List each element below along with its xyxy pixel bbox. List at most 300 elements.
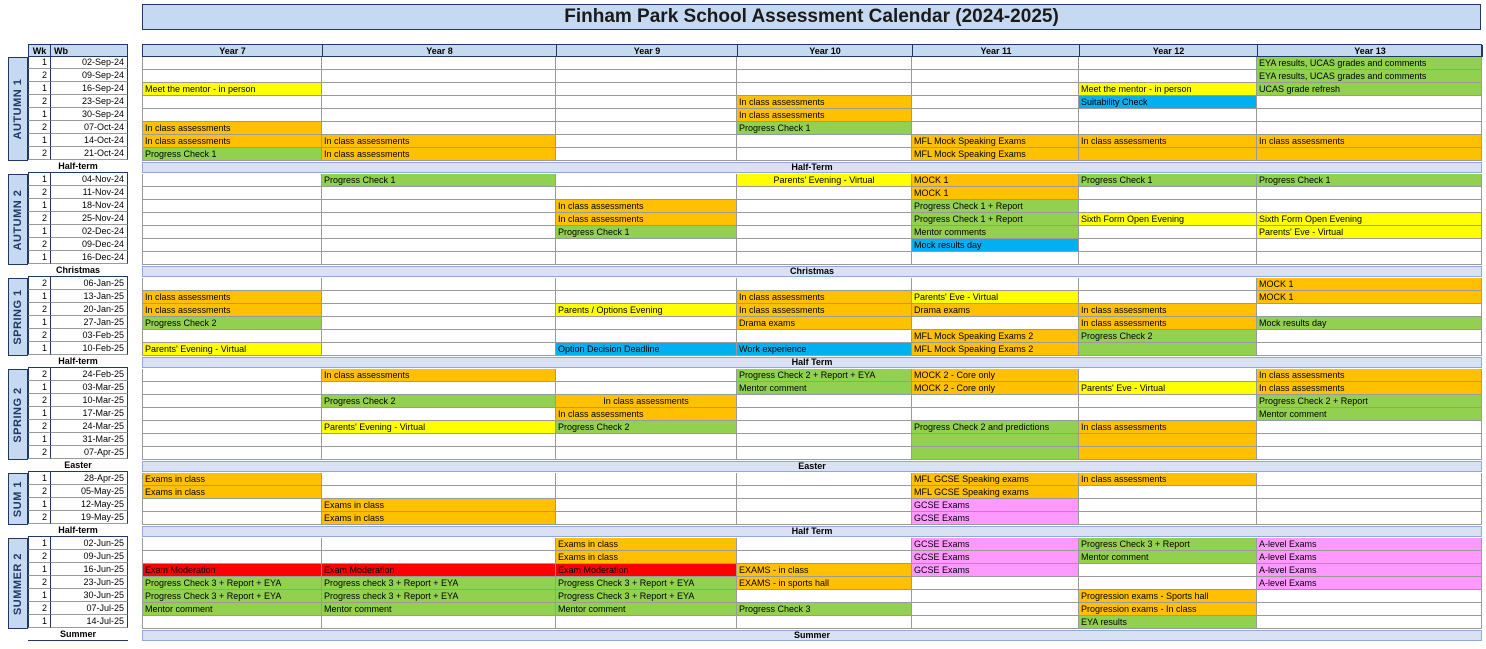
calendar-cell: Mentor comment: [322, 603, 556, 616]
calendar-cell: [322, 213, 556, 226]
week-number: 1: [28, 251, 51, 264]
calendar-cell: [142, 57, 322, 70]
calendar-cell: [322, 343, 556, 356]
year-header-6: Year 12: [1080, 45, 1258, 57]
week-beginning: 21-Oct-24: [51, 147, 128, 160]
week-number: 1: [28, 563, 51, 576]
week-number: 1: [28, 537, 51, 550]
calendar-cell: Progress Check 2 + Report: [1257, 395, 1482, 408]
calendar-cell: [1079, 447, 1257, 460]
calendar-cell: Parents' Eve - Virtual: [912, 291, 1079, 304]
calendar-cell: [1257, 187, 1482, 200]
calendar-cell: In class assessments: [556, 200, 737, 213]
week-beginning: 28-Apr-25: [51, 472, 128, 485]
calendar-cell: [556, 291, 737, 304]
week-beginning: 16-Jun-25: [51, 563, 128, 576]
calendar-row: [142, 226, 1482, 239]
calendar-cell: Progress Check 2: [556, 421, 737, 434]
calendar-cell: [322, 486, 556, 499]
calendar-cell: Progress Check 1: [142, 148, 322, 161]
calendar-cell: [737, 395, 912, 408]
calendar-cell: [1257, 421, 1482, 434]
calendar-cell: Parents / Options Evening: [556, 304, 737, 317]
calendar-cell: [556, 135, 737, 148]
week-number: 1: [28, 472, 51, 485]
calendar-cell: [1079, 395, 1257, 408]
calendar-cell: In class assessments: [142, 291, 322, 304]
week-number: 2: [28, 147, 51, 160]
calendar-cell: MOCK 1: [912, 174, 1079, 187]
calendar-cell: EYA results, UCAS grades and comments: [1257, 57, 1482, 70]
calendar-cell: [322, 200, 556, 213]
break-label: Christmas: [142, 266, 1482, 277]
calendar-cell: Parents' Eve - Virtual: [1079, 382, 1257, 395]
break-label: Summer: [142, 630, 1482, 641]
term-label: [8, 473, 28, 525]
break-row: [142, 460, 1482, 473]
calendar-cell: [1257, 109, 1482, 122]
calendar-cell: [1079, 343, 1257, 356]
calendar-cell: [912, 83, 1079, 96]
break-row-left: [8, 459, 128, 472]
calendar-cell: [556, 187, 737, 200]
calendar-cell: [556, 447, 737, 460]
break-row-left: [8, 355, 128, 368]
week-beginning: 23-Sep-24: [51, 95, 128, 108]
break-row: [142, 161, 1482, 174]
week-number: 2: [28, 576, 51, 589]
week-number: 1: [28, 134, 51, 147]
calendar-row: [142, 564, 1482, 577]
calendar-cell: [1079, 226, 1257, 239]
calendar-cell: Progress Check 3: [737, 603, 912, 616]
week-number: 1: [28, 82, 51, 95]
calendar-row: [142, 343, 1482, 356]
calendar-cell: [912, 577, 1079, 590]
calendar-cell: GCSE Exams: [912, 551, 1079, 564]
week-beginning: 03-Mar-25: [51, 381, 128, 394]
week-number: 2: [28, 511, 51, 524]
calendar-cell: In class assessments: [1257, 369, 1482, 382]
calendar-cell: Sixth Form Open Evening: [1079, 213, 1257, 226]
calendar-cell: MOCK 1: [912, 187, 1079, 200]
calendar-cell: [1079, 252, 1257, 265]
calendar-cell: [912, 603, 1079, 616]
calendar-cell: Exams in class: [142, 486, 322, 499]
calendar-cell: [737, 486, 912, 499]
week-beginning: 10-Mar-25: [51, 394, 128, 407]
calendar-cell: In class assessments: [556, 408, 737, 421]
calendar-cell: [1257, 330, 1482, 343]
week-number: 2: [28, 303, 51, 316]
week-beginning: 06-Jan-25: [51, 277, 128, 290]
calendar-cell: GCSE Exams: [912, 538, 1079, 551]
calendar-row: [142, 135, 1482, 148]
week-number: 1: [28, 56, 51, 69]
calendar-row: [142, 291, 1482, 304]
calendar-cell: Progress Check 2 + Report + EYA: [737, 369, 912, 382]
calendar-cell: [737, 148, 912, 161]
week-beginning: 18-Nov-24: [51, 199, 128, 212]
calendar-grid: [142, 44, 1482, 642]
week-number: 2: [28, 121, 51, 134]
break-row: [142, 265, 1482, 278]
calendar-cell: [1079, 122, 1257, 135]
calendar-cell: [322, 551, 556, 564]
calendar-cell: [912, 122, 1079, 135]
week-beginning: 24-Mar-25: [51, 420, 128, 433]
calendar-cell: In class assessments: [556, 213, 737, 226]
calendar-cell: Exam Moderation: [556, 564, 737, 577]
calendar-cell: Progress check 3 + Report + EYA: [322, 577, 556, 590]
term-label: [8, 174, 28, 265]
term-label-text: SPRING 2: [12, 386, 24, 443]
calendar-cell: [322, 473, 556, 486]
week-beginning: 25-Nov-24: [51, 212, 128, 225]
calendar-cell: MFL Mock Speaking Exams: [912, 135, 1079, 148]
calendar-row: [142, 239, 1482, 252]
calendar-cell: A-level Exams: [1257, 577, 1482, 590]
calendar-cell: Mentor comment: [556, 603, 737, 616]
calendar-cell: [322, 278, 556, 291]
break-label: Half Term: [142, 526, 1482, 537]
calendar-row: [142, 57, 1482, 70]
calendar-cell: Progress Check 3 + Report + EYA: [556, 577, 737, 590]
calendar-cell: [142, 434, 322, 447]
week-number: 2: [28, 420, 51, 433]
calendar-cell: [737, 473, 912, 486]
calendar-cell: Work experience: [737, 343, 912, 356]
calendar-cell: [737, 447, 912, 460]
term-label: [8, 538, 28, 629]
calendar-cell: [142, 96, 322, 109]
calendar-cell: [1257, 447, 1482, 460]
break-label-left: Half-term: [28, 355, 128, 368]
calendar-cell: [737, 330, 912, 343]
break-label: Easter: [142, 461, 1482, 472]
week-number: 1: [28, 615, 51, 628]
calendar-cell: [142, 109, 322, 122]
calendar-cell: Progress Check 3 + Report + EYA: [556, 590, 737, 603]
calendar-cell: [142, 187, 322, 200]
calendar-cell: [1079, 187, 1257, 200]
calendar-cell: A-level Exams: [1257, 538, 1482, 551]
calendar-cell: [1079, 291, 1257, 304]
calendar-cell: [322, 304, 556, 317]
break-row: [142, 525, 1482, 538]
year-header-row: [142, 44, 1482, 57]
calendar-row: [142, 109, 1482, 122]
calendar-cell: [142, 226, 322, 239]
calendar-row: [142, 278, 1482, 291]
calendar-cell: Mock results day: [912, 239, 1079, 252]
calendar-cell: [912, 252, 1079, 265]
week-number: 2: [28, 186, 51, 199]
calendar-cell: [1257, 239, 1482, 252]
calendar-cell: Exam Moderation: [142, 564, 322, 577]
week-number: 2: [28, 602, 51, 615]
calendar-cell: [912, 57, 1079, 70]
year-header-3: Year 9: [557, 45, 738, 57]
calendar-cell: Mentor comment: [737, 382, 912, 395]
calendar-cell: In class assessments: [737, 304, 912, 317]
calendar-cell: [556, 512, 737, 525]
calendar-cell: [142, 239, 322, 252]
calendar-cell: EYA results, UCAS grades and comments: [1257, 70, 1482, 83]
calendar-cell: Exams in class: [322, 512, 556, 525]
calendar-cell: [1079, 57, 1257, 70]
calendar-cell: Progress Check 1: [556, 226, 737, 239]
calendar-cell: [1257, 200, 1482, 213]
week-number: 2: [28, 69, 51, 82]
calendar-cell: [556, 369, 737, 382]
calendar-cell: UCAS grade refresh: [1257, 83, 1482, 96]
week-beginning: 12-May-25: [51, 498, 128, 511]
term-label-text: SUMMER 2: [12, 552, 24, 615]
calendar-cell: [1257, 434, 1482, 447]
calendar-cell: Drama exams: [912, 304, 1079, 317]
calendar-cell: In class assessments: [142, 122, 322, 135]
calendar-cell: [912, 317, 1079, 330]
calendar-cell: Meet the mentor - in person: [142, 83, 322, 96]
week-number: 2: [28, 238, 51, 251]
break-row-left: [8, 160, 128, 173]
calendar-cell: In class assessments: [1257, 382, 1482, 395]
calendar-cell: [737, 83, 912, 96]
calendar-cell: [912, 70, 1079, 83]
calendar-cell: [912, 408, 1079, 421]
calendar-cell: Progress Check 1 + Report: [912, 200, 1079, 213]
calendar-cell: [322, 226, 556, 239]
calendar-cell: [556, 616, 737, 629]
calendar-cell: Sixth Form Open Evening: [1257, 213, 1482, 226]
year-header-5: Year 11: [913, 45, 1080, 57]
calendar-cell: [1079, 564, 1257, 577]
calendar-cell: MFL GCSE Speaking exams: [912, 486, 1079, 499]
calendar-cell: [556, 70, 737, 83]
week-number: 1: [28, 342, 51, 355]
calendar-cell: [322, 616, 556, 629]
calendar-cell: [556, 330, 737, 343]
calendar-cell: Mentor comment: [1079, 551, 1257, 564]
calendar-cell: [1079, 239, 1257, 252]
calendar-cell: In class assessments: [142, 135, 322, 148]
calendar-cell: [1257, 304, 1482, 317]
week-beginning: 10-Feb-25: [51, 342, 128, 355]
calendar-cell: [322, 330, 556, 343]
calendar-cell: MOCK 2 - Core only: [912, 382, 1079, 395]
calendar-cell: [737, 590, 912, 603]
calendar-row: [142, 96, 1482, 109]
calendar-cell: GCSE Exams: [912, 499, 1079, 512]
calendar-cell: Progress Check 1: [1079, 174, 1257, 187]
calendar-row: [142, 382, 1482, 395]
calendar-cell: GCSE Exams: [912, 512, 1079, 525]
week-beginning: 14-Oct-24: [51, 134, 128, 147]
calendar-cell: [556, 109, 737, 122]
calendar-row: [142, 499, 1482, 512]
calendar-cell: [556, 499, 737, 512]
calendar-cell: [556, 317, 737, 330]
calendar-row: [142, 447, 1482, 460]
calendar-cell: Progress Check 2 and predictions: [912, 421, 1079, 434]
calendar-cell: In class assessments: [322, 369, 556, 382]
calendar-row: [142, 486, 1482, 499]
week-beginning: 02-Jun-25: [51, 537, 128, 550]
calendar-cell: [142, 512, 322, 525]
calendar-cell: MOCK 1: [1257, 291, 1482, 304]
break-label-left: Half-term: [28, 524, 128, 537]
week-beginning: 07-Oct-24: [51, 121, 128, 134]
calendar-cell: [322, 122, 556, 135]
calendar-cell: Exams in class: [556, 538, 737, 551]
year-header-7: Year 13: [1258, 45, 1483, 57]
calendar-cell: [322, 70, 556, 83]
break-label-left: Christmas: [28, 264, 128, 277]
week-number: 1: [28, 381, 51, 394]
calendar-body: [142, 57, 1482, 642]
calendar-cell: [322, 239, 556, 252]
calendar-cell: MFL Mock Speaking Exams 2: [912, 343, 1079, 356]
calendar-cell: [1079, 109, 1257, 122]
calendar-cell: [1257, 148, 1482, 161]
week-beginning: 14-Jul-25: [51, 615, 128, 628]
calendar-cell: A-level Exams: [1257, 564, 1482, 577]
week-beginning: 11-Nov-24: [51, 186, 128, 199]
week-number: 2: [28, 550, 51, 563]
calendar-cell: [142, 447, 322, 460]
week-number: 2: [28, 446, 51, 459]
calendar-cell: In class assessments: [556, 395, 737, 408]
week-number: 1: [28, 433, 51, 446]
calendar-cell: [142, 200, 322, 213]
calendar-cell: [1079, 499, 1257, 512]
calendar-cell: A-level Exams: [1257, 551, 1482, 564]
calendar-cell: In class assessments: [142, 304, 322, 317]
calendar-cell: MFL Mock Speaking Exams: [912, 148, 1079, 161]
calendar-cell: [1079, 512, 1257, 525]
calendar-cell: [556, 382, 737, 395]
calendar-cell: Parents' Evening - Virtual: [322, 421, 556, 434]
calendar-cell: [912, 96, 1079, 109]
week-number: 2: [28, 95, 51, 108]
calendar-cell: [912, 590, 1079, 603]
calendar-cell: Progression exams - Sports hall: [1079, 590, 1257, 603]
calendar-cell: In class assessments: [322, 135, 556, 148]
week-number: 2: [28, 394, 51, 407]
week-beginning: 04-Nov-24: [51, 173, 128, 186]
calendar-cell: In class assessments: [737, 96, 912, 109]
calendar-cell: [737, 200, 912, 213]
term-label: [8, 369, 28, 460]
calendar-cell: [1257, 122, 1482, 135]
calendar-cell: [322, 434, 556, 447]
calendar-cell: [737, 57, 912, 70]
term-label: [8, 57, 28, 161]
calendar-cell: [912, 278, 1079, 291]
calendar-cell: [912, 616, 1079, 629]
calendar-cell: [737, 239, 912, 252]
calendar-cell: In class assessments: [1079, 421, 1257, 434]
calendar-cell: Progress Check 2: [322, 395, 556, 408]
calendar-cell: Progress Check 3 + Report + EYA: [142, 590, 322, 603]
week-number: 1: [28, 407, 51, 420]
week-column: [8, 44, 128, 641]
calendar-cell: [142, 421, 322, 434]
week-beginning: 27-Jan-25: [51, 316, 128, 329]
calendar-row: [142, 369, 1482, 382]
week-beginning: 23-Jun-25: [51, 576, 128, 589]
term-label-text: SUM 1: [12, 480, 24, 518]
calendar-cell: [1257, 96, 1482, 109]
break-row: [142, 629, 1482, 642]
calendar-row: [142, 317, 1482, 330]
calendar-cell: [737, 70, 912, 83]
week-beginning: 16-Sep-24: [51, 82, 128, 95]
break-row: [142, 356, 1482, 369]
calendar-cell: [142, 395, 322, 408]
week-number: 1: [28, 225, 51, 238]
calendar-cell: [1079, 200, 1257, 213]
calendar-row: [142, 83, 1482, 96]
calendar-cell: [912, 109, 1079, 122]
calendar-row: [142, 187, 1482, 200]
calendar-cell: [142, 408, 322, 421]
calendar-cell: Mentor comment: [142, 603, 322, 616]
week-number: 2: [28, 329, 51, 342]
term-label-text: AUTUMN 2: [12, 189, 24, 250]
week-beginning: 20-Jan-25: [51, 303, 128, 316]
year-header-4: Year 10: [738, 45, 913, 57]
calendar-cell: [142, 369, 322, 382]
calendar-cell: [322, 57, 556, 70]
calendar-cell: [1257, 252, 1482, 265]
calendar-cell: [737, 616, 912, 629]
calendar-cell: [322, 291, 556, 304]
calendar-cell: [142, 330, 322, 343]
calendar-cell: MOCK 1: [1257, 278, 1482, 291]
wb-header: Wb: [51, 44, 128, 57]
calendar-cell: [737, 213, 912, 226]
week-number: 2: [28, 368, 51, 381]
calendar-cell: [1079, 408, 1257, 421]
calendar-cell: Mentor comment: [1257, 408, 1482, 421]
calendar-cell: [737, 434, 912, 447]
calendar-cell: [912, 434, 1079, 447]
calendar-cell: EYA results: [1079, 616, 1257, 629]
calendar-cell: [556, 83, 737, 96]
calendar-cell: [1079, 148, 1257, 161]
calendar-cell: Progress Check 1: [737, 122, 912, 135]
calendar-cell: [737, 512, 912, 525]
break-label: Half Term: [142, 357, 1482, 368]
calendar-row: [142, 408, 1482, 421]
break-row-left: [8, 524, 128, 537]
calendar-cell: Progress Check 3 + Report + EYA: [142, 577, 322, 590]
calendar-cell: [142, 278, 322, 291]
break-label-left: Summer: [28, 628, 128, 641]
calendar-cell: [737, 226, 912, 239]
calendar-cell: [556, 57, 737, 70]
calendar-cell: [142, 551, 322, 564]
calendar-cell: MFL Mock Speaking Exams 2: [912, 330, 1079, 343]
calendar-cell: [142, 499, 322, 512]
calendar-cell: Exam Moderation: [322, 564, 556, 577]
calendar-cell: [556, 473, 737, 486]
calendar-cell: [1079, 577, 1257, 590]
calendar-row: [142, 148, 1482, 161]
week-number: 1: [28, 108, 51, 121]
